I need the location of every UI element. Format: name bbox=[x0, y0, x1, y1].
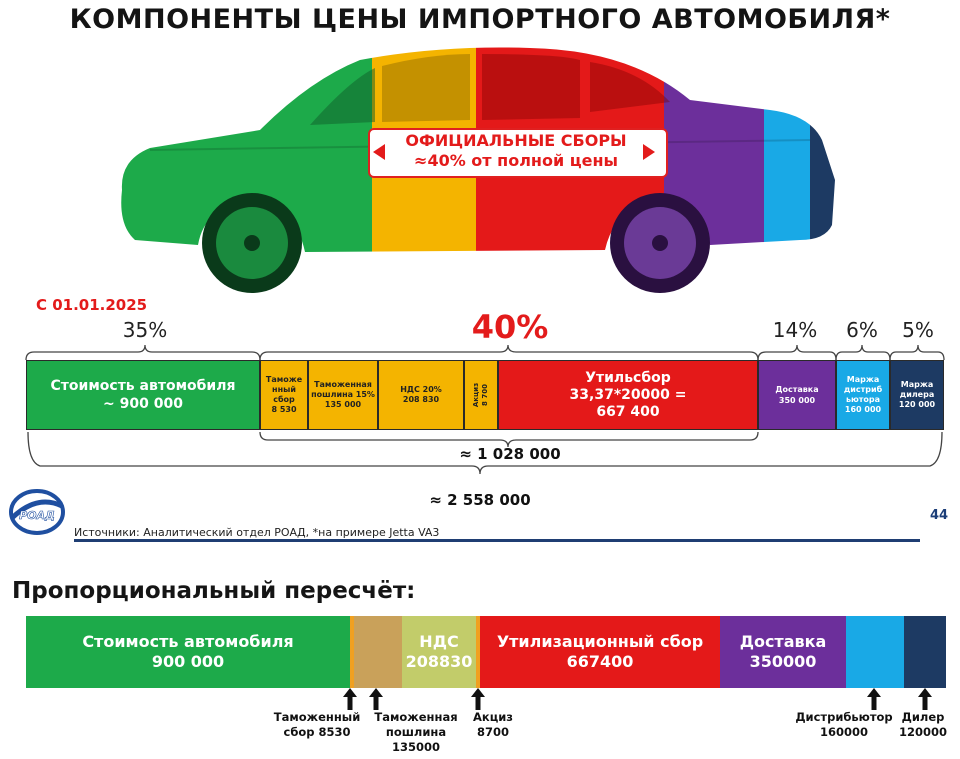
prop-bar-delivery bbox=[720, 616, 846, 688]
label-excise-line2: 8700 bbox=[476, 725, 509, 739]
segment-customs-duty-value: 135 000 bbox=[324, 400, 362, 409]
segment-vat bbox=[378, 360, 464, 430]
segment-distributor-value: 160 000 bbox=[844, 405, 882, 414]
segment-vat-value: 208 830 bbox=[402, 395, 440, 404]
segment-delivery bbox=[758, 360, 836, 430]
segment-customs-fee-label: Таможе нный сбор bbox=[265, 375, 303, 404]
callout-line-2: ≈40% от полной цены bbox=[414, 151, 618, 170]
label-customs-fee bbox=[270, 710, 364, 740]
label-distributor bbox=[794, 710, 894, 740]
page-title: КОМПОНЕНТЫ ЦЕНЫ ИМПОРТНОГО АВТОМОБИЛЯ* bbox=[69, 4, 891, 35]
segment-excise-label: Акциз bbox=[472, 382, 480, 408]
segment-recycling-label: Утильсбор bbox=[585, 369, 671, 386]
percent-car: 35% bbox=[122, 318, 168, 342]
segment-dealer-value: 120 000 bbox=[898, 400, 936, 409]
segment-recycling bbox=[498, 360, 758, 430]
prop-bar-car-value: 900 000 bbox=[151, 652, 225, 671]
segment-distributor-label: Маржа дистриб ьютора bbox=[843, 375, 883, 404]
arrow-up-icon bbox=[867, 688, 881, 710]
segment-customs-fee bbox=[260, 360, 308, 430]
segment-car-label: Стоимость автомобиля bbox=[50, 378, 236, 394]
prop-bar-customs-duty bbox=[354, 616, 402, 688]
segment-excise bbox=[464, 360, 498, 430]
segment-dealer-label: Маржа дилера bbox=[899, 380, 935, 399]
label-excise-line1: Акциз bbox=[473, 710, 513, 724]
prop-bar-car-label: Стоимость автомобиля bbox=[82, 632, 294, 651]
arrow-up-icon bbox=[918, 688, 932, 710]
label-customs-duty-line1: Таможенная bbox=[374, 710, 458, 724]
percent-distributor: 6% bbox=[846, 318, 878, 342]
prop-bar-vat-label: НДС bbox=[419, 632, 459, 651]
segment-customs-duty-label: Таможенная пошлина 15% bbox=[311, 380, 375, 399]
proportional-heading: Пропорциональный пересчёт: bbox=[12, 578, 416, 604]
percent-fees: 40% bbox=[471, 308, 549, 346]
segment-dealer bbox=[890, 360, 944, 430]
total-price: ≈ 2 558 000 bbox=[429, 491, 531, 509]
arrow-up-icon bbox=[369, 688, 383, 710]
prop-bar-vat-value: 208830 bbox=[405, 652, 473, 671]
arrow-up-icon bbox=[343, 688, 357, 710]
source-note: Источники: Аналитический отдел РОАД, *на примере Jetta VA3 bbox=[74, 526, 440, 539]
label-dealer bbox=[896, 710, 950, 740]
prop-bar-delivery-label: Доставка bbox=[739, 632, 827, 651]
prop-bar-car bbox=[26, 616, 350, 688]
svg-text:РОАД: РОАД bbox=[19, 509, 55, 522]
segment-delivery-label: Доставка bbox=[775, 385, 819, 394]
prop-bar-distributor bbox=[846, 616, 904, 688]
callout-line-1: ОФИЦИАЛЬНЫЕ СБОРЫ bbox=[405, 131, 627, 150]
effective-date: С 01.01.2025 bbox=[36, 296, 148, 314]
segment-distributor bbox=[836, 360, 890, 430]
prop-bar-recycling-label: Утилизационный сбор bbox=[496, 632, 704, 651]
page-number: 44 bbox=[930, 508, 949, 523]
percent-dealer: 5% bbox=[902, 318, 934, 342]
prop-bar-dealer bbox=[904, 616, 946, 688]
total-fees: ≈ 1 028 000 bbox=[459, 445, 561, 463]
prop-bar-vat bbox=[402, 616, 476, 688]
label-distributor-line2: 160000 bbox=[819, 725, 868, 739]
segment-car-value: ~ 900 000 bbox=[103, 396, 183, 412]
segment-delivery-value: 350 000 bbox=[778, 396, 816, 405]
label-distributor-line1: Дистрибьютор bbox=[795, 710, 893, 724]
label-customs-fee-line2: сбор 8530 bbox=[283, 725, 351, 739]
road-logo bbox=[8, 488, 66, 536]
percent-delivery: 14% bbox=[772, 318, 818, 342]
label-customs-duty-line2: пошлина 135000 bbox=[385, 725, 447, 754]
segment-customs-duty bbox=[308, 360, 378, 430]
label-dealer-line1: Дилер bbox=[901, 710, 945, 724]
divider bbox=[74, 539, 920, 542]
prop-bar-recycling bbox=[480, 616, 720, 688]
label-excise bbox=[470, 710, 516, 740]
prop-bar-delivery-value: 350000 bbox=[749, 652, 817, 671]
arrow-up-icon bbox=[471, 688, 485, 710]
prop-bar-recycling-value: 667400 bbox=[566, 652, 634, 671]
segment-customs-fee-value: 8 530 bbox=[271, 405, 297, 414]
segment-car bbox=[26, 360, 260, 430]
label-customs-fee-line1: Таможенный bbox=[273, 710, 361, 724]
segment-excise-value: 8 700 bbox=[481, 384, 489, 406]
label-customs-duty bbox=[362, 710, 470, 755]
segment-recycling-value: 33,37*20000 = 667 400 bbox=[569, 386, 687, 420]
label-dealer-line2: 120000 bbox=[898, 725, 947, 739]
segment-vat-label: НДС 20% bbox=[400, 385, 442, 394]
